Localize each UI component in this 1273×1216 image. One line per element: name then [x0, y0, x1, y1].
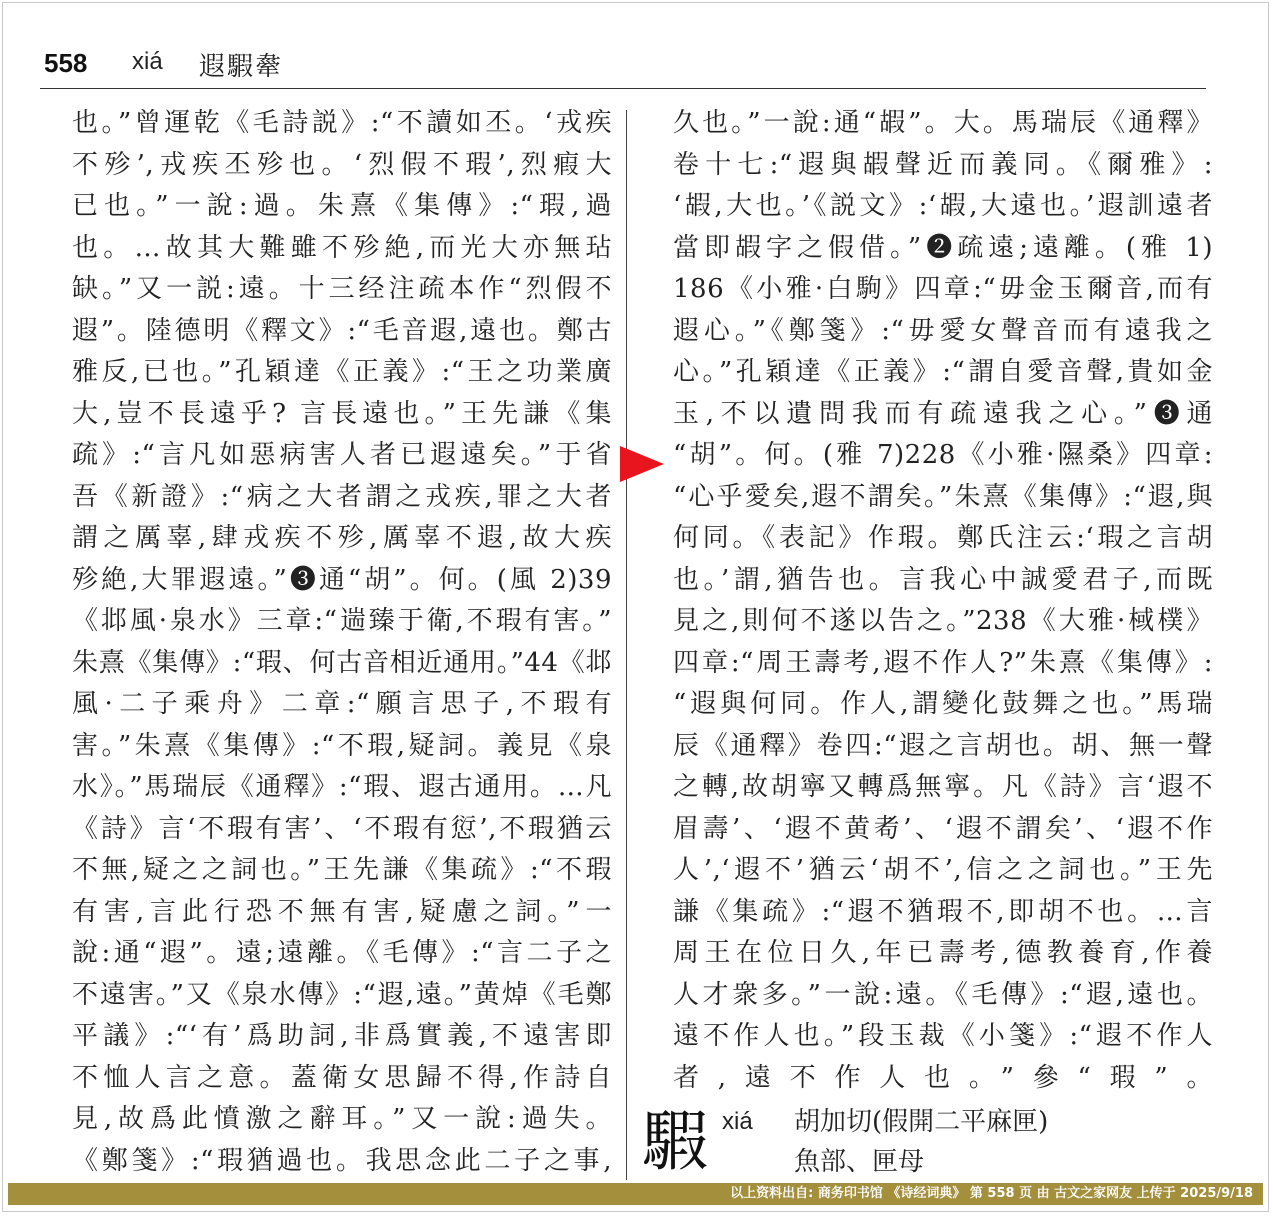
- text-line: 者,遠不作人也。”參“瑕”。: [673, 1062, 1213, 1093]
- entry-fanqie: 胡加切(假開二平麻匣): [794, 1107, 1049, 1137]
- entry-rhyme-group: 魚部、匣母: [794, 1147, 925, 1177]
- right-column: [673, 103, 1213, 1099]
- entry-headword: 騢: [642, 1103, 708, 1180]
- text-line: “心乎愛矣,遐不謂矣。”朱熹《集傳》:“遐,與: [673, 481, 1213, 512]
- text-line: 人’,‘遐不’猶云‘胡不’,信之之詞也。”王先: [673, 855, 1213, 885]
- text-line: 久也。”一說:通“嘏”。大。馬瑞辰《通釋》: [673, 108, 1213, 138]
- text-line: 疏》:“言凡如惡病害人者已遐遠矣。”于省: [72, 440, 612, 470]
- text-line: 人才衆多。”一說:遠。《毛傳》:“遐,遠也。: [673, 979, 1213, 1010]
- text-line: 風·二子乘舟》二章:“願言思子,不瑕有: [72, 689, 612, 719]
- text-line: 也。”曾運乾《毛詩説》:“不讀如丕。‘戎疾: [72, 108, 612, 138]
- text-line: 遐心。”《鄭箋》:“毋愛女聲音而有遠我之: [673, 315, 1213, 346]
- text-line: 雅反,已也。”孔穎達《正義》:“王之功業廣: [72, 357, 612, 387]
- text-line: 之轉,故胡寧又轉爲無寧。凡《詩》言‘遐不: [673, 772, 1213, 802]
- text-line: 不殄’,戎疾丕殄也。‘烈假不瑕’,烈瘕大: [72, 149, 612, 180]
- column-divider: [626, 110, 627, 1180]
- text-line: 缺。”又一説:遠。十三经注疏本作“烈假不: [72, 274, 612, 304]
- text-line: 卷十七:“遐與嘏聲近而義同。《爾雅》:: [673, 149, 1213, 180]
- text-line: 《鄭箋》:“瑕猶過也。我思念此二子之事,: [72, 1145, 612, 1176]
- text-line: 水》。”馬瑞辰《通釋》:“瑕、遐古通用。…凡: [72, 772, 612, 802]
- text-line: 《邶風·泉水》三章:“遄臻于衛,不瑕有害。”: [72, 606, 612, 636]
- text-line: 186《小雅·白駒》四章:“毋金玉爾音,而有: [673, 274, 1213, 304]
- text-line: 見之,則何不遂以告之。”238《大雅·棫樸》: [673, 606, 1213, 636]
- text-line: 心。”孔穎達《正義》:“謂自愛音聲,貴如金: [673, 357, 1213, 387]
- page-header: [44, 44, 1204, 84]
- text-line: “遐與何同。作人,謂變化鼓舞之也。”馬瑞: [673, 689, 1213, 719]
- source-footer: 以上资料出自: 商务印书馆 《诗经词典》 第 558 页 由 古文之家网友 上传于 2025/9/18: [8, 1183, 1263, 1205]
- text-line: 當即嘏字之假借。”❷疏遠;遠離。(雅 1): [673, 232, 1213, 263]
- text-line: 平議》:“‘有’爲助詞,非爲實義,不遠害即: [72, 1021, 612, 1051]
- text-line: 殄絶,大罪遐遠。”❸通“胡”。何。(風 2)39: [72, 564, 612, 595]
- text-line: 遐”。陸德明《釋文》:“毛音遐,遠也。鄭古: [72, 315, 612, 346]
- text-line: 吾《新證》:“病之大者謂之戎疾,罪之大者: [72, 481, 612, 512]
- text-line: 眉壽’、‘遐不黄耇’、‘遐不謂矣’、‘遐不作: [673, 813, 1213, 844]
- text-line: 不無,疑之之詞也。”王先謙《集疏》:“不瑕: [72, 855, 612, 885]
- text-line: 說:通“遐”。遠;遠離。《毛傳》:“言二子之: [72, 938, 612, 968]
- text-line: 見,故爲此憤激之辭耳。”又一說:過失。: [72, 1104, 612, 1134]
- text-line: 大,豈不長遠乎? 言長遠也。”王先謙《集: [72, 398, 612, 429]
- text-line: 玉,不以遺問我而有疏遠我之心。”❸通: [673, 398, 1213, 429]
- text-line: 《詩》言‘不瑕有害’、‘不瑕有愆’,不瑕猶云: [72, 813, 612, 844]
- text-line: 不恤人言之意。蓋衛女思歸不得,作詩自: [72, 1062, 612, 1093]
- text-line: 已也。”一說:過。朱熹《集傳》:“瑕,過: [72, 191, 612, 221]
- header-pinyin: xiá: [132, 48, 163, 75]
- header-rule: [40, 88, 1206, 89]
- text-line: 朱熹《集傳》:“瑕、何古音相近通用。”44《邶: [72, 647, 612, 678]
- left-column: [72, 103, 612, 1182]
- entry-pinyin: xiá: [722, 1108, 753, 1135]
- text-line: 有害,言此行恐不無有害,疑慮之詞。”一: [72, 896, 612, 927]
- text-line: 謂之厲辜,肆戎疾不殄,厲辜不遐,故大疾: [72, 523, 612, 553]
- text-line: 也。…故其大難雖不殄絶,而光大亦無玷: [72, 232, 612, 263]
- text-line: ‘嘏,大也。’《説文》:‘嘏,大遠也。’遐訓遠者: [673, 191, 1213, 221]
- text-line: 害。”朱熹《集傳》:“不瑕,疑詞。義見《泉: [72, 730, 612, 761]
- text-line: 遠不作人也。”段玉裁《小箋》:“遐不作人: [673, 1021, 1213, 1051]
- page-number: 558: [44, 48, 88, 78]
- text-line: “胡”。何。(雅 7)228《小雅·隰桑》四章:: [673, 440, 1213, 470]
- text-line: 不遠害。”又《泉水傳》:“遐,遠。”黄焯《毛鄭: [72, 979, 612, 1010]
- text-line: 周王在位日久,年已壽考,德教養育,作養: [673, 938, 1213, 968]
- header-head-chars: 遐騢舝: [199, 52, 284, 82]
- text-line: 辰《通釋》卷四:“遐之言胡也。胡、無一聲: [673, 730, 1213, 761]
- text-line: 何同。《表記》作瑕。鄭氏注云:‘瑕之言胡: [673, 523, 1213, 553]
- text-line: 也。’謂,猶告也。言我心中誠愛君子,而既: [673, 564, 1213, 595]
- text-line: 謙《集疏》:“遐不猶瑕不,即胡不也。…言: [673, 896, 1213, 927]
- text-line: 四章:“周王壽考,遐不作人?”朱熹《集傳》:: [673, 647, 1213, 678]
- red-arrow-marker: [620, 446, 664, 482]
- dictionary-entry: [642, 1103, 1212, 1186]
